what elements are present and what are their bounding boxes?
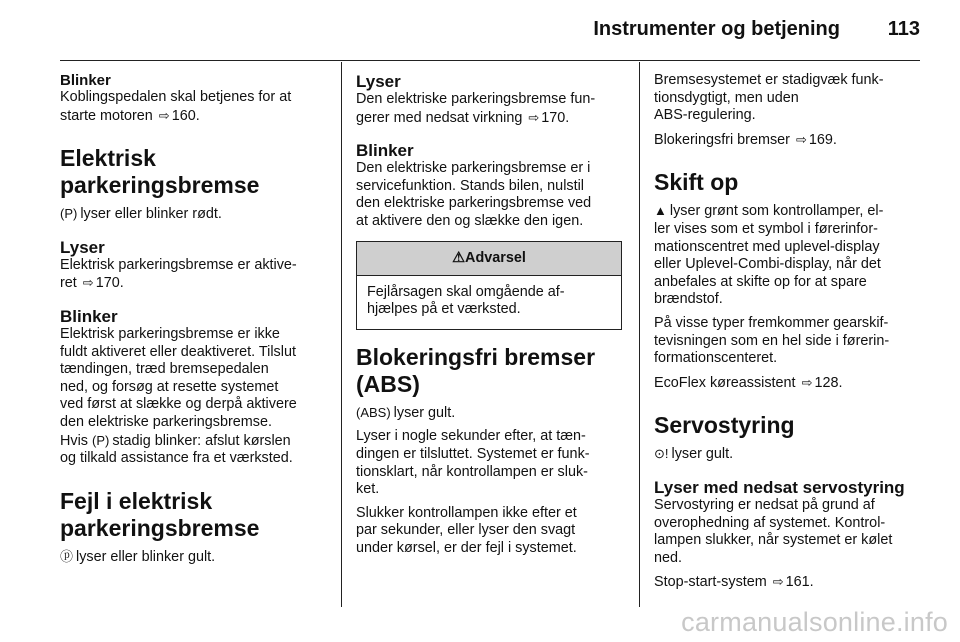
abs-para2-line: under kørsel, er der fejl i systemet. <box>356 539 577 556</box>
elparking-text: (P) lyser eller blinker rødt. <box>60 206 222 223</box>
reference-arrow-icon: ⇨ <box>158 107 170 123</box>
reference-arrow-icon: ⇨ <box>82 275 94 291</box>
shift-heading: Skift op <box>654 169 739 196</box>
blinker2-line: ned, og forsøg at resette systemet <box>60 378 279 395</box>
brake-line: Bremsesystemet er stadigvæk funk- <box>654 72 884 88</box>
blinker2-hvis-line: Hvis (P) stadig blinker: afslut kørslen <box>60 432 291 449</box>
servo-heading: Servostyring <box>654 412 795 439</box>
warning-title: Advarsel <box>465 249 526 266</box>
reference-arrow-icon: ⇨ <box>772 574 784 590</box>
servo-line: lampen slukker, når systemet er kølet <box>654 532 893 549</box>
lyser-heading: Lyser <box>356 72 401 91</box>
blinker-line: Den elektriske parkeringsbremse er i <box>356 160 591 177</box>
shift-para2-line: formationscenteret. <box>654 350 778 367</box>
abs-para1-line: tionsklart, når kontrollampen er sluk- <box>356 463 588 480</box>
page-reference[interactable]: 128. <box>814 374 843 391</box>
blinker-line: at aktivere den og slække den igen. <box>356 212 584 229</box>
shift-line: eller Uplevel-Combi-display, når det <box>654 256 881 273</box>
blinker2-line: den elektriske parkeringsbremse. <box>60 413 272 430</box>
abs-para1-line: Lyser i nogle sekunder efter, at tæn- <box>356 428 586 445</box>
header-title: Instrumenter og betjening <box>593 18 840 40</box>
blinker-text-1: Koblingspedalen skal betjenes for at <box>60 89 292 105</box>
servo-line: Servostyring er nedsat på grund af <box>654 496 875 513</box>
page-number: 113 <box>887 18 920 40</box>
lyser-heading: Lyser <box>60 237 105 257</box>
shift-line: anbefales at skifte op for at spare <box>654 273 867 290</box>
servo-line: overophedning af systemet. Kontrol- <box>654 514 886 531</box>
page-header <box>0 0 960 62</box>
ecoflex-line: EcoFlex køreassistent ⇨ 128. <box>654 374 843 391</box>
shift-line: ler vises som et symbol i førerinfor- <box>654 220 878 237</box>
brake-line: tionsdygtigt, men uden <box>654 89 799 106</box>
parking-brake-icon: (P) <box>60 206 78 222</box>
page-reference[interactable]: 161. <box>785 574 814 591</box>
warning-header <box>357 242 621 276</box>
fejl-text: ⓟ lyser eller blinker gult. <box>60 548 216 565</box>
shift-para2-line: På visse typer fremkommer gearskif- <box>654 314 889 331</box>
servo-sub-heading: Lyser med nedsat servostyring <box>654 477 905 497</box>
header-rule <box>60 60 920 61</box>
parking-brake-icon: (P) <box>91 432 110 448</box>
shift-line: mationscentret med uplevel-display <box>654 238 880 255</box>
abs-reference-line: Blokeringsfri bremser ⇨ 169. <box>654 131 837 148</box>
fejl-heading-2: parkeringsbremse <box>60 514 260 541</box>
column-1 <box>60 72 326 566</box>
abs-heading-1: Blokeringsfri bremser <box>356 343 596 370</box>
column-3 <box>654 72 920 592</box>
abs-text: (ABS) lyser gult. <box>356 404 456 421</box>
abs-icon: (ABS) <box>356 404 391 420</box>
blinker2-line: tændingen, træd bremsepedalen <box>60 361 269 378</box>
page-reference[interactable]: 160. <box>171 107 200 124</box>
reference-arrow-icon: ⇨ <box>795 131 807 147</box>
shift-line: ▲ lyser grønt som kontrollamper, el- <box>654 203 884 220</box>
abs-para1-line: dingen er tilsluttet. Systemet er funk- <box>356 445 590 462</box>
blinker-heading: Blinker <box>60 72 111 89</box>
blinker-line: den elektriske parkeringsbremse ved <box>356 195 592 212</box>
stopstart-line: Stop-start-system ⇨ 161. <box>654 574 814 591</box>
reference-arrow-icon: ⇨ <box>528 109 540 125</box>
shift-para2-line: tevisningen som en hel side i førerin- <box>654 332 890 349</box>
fejl-heading-1: Fejl i elektrisk <box>60 487 213 514</box>
lyser-text-1: Den elektriske parkeringsbremse fun- <box>356 91 596 107</box>
lyser-text-2: ret ⇨ 170. <box>60 275 124 292</box>
blinker2-line: ved først at slække og derpå aktivere <box>60 396 297 413</box>
warning-text-2: hjælpes på et værksted. <box>367 301 521 318</box>
brake-line: ABS-regulering. <box>654 107 756 124</box>
abs-para2-line: Slukker kontrollampen ikke efter et <box>356 504 577 521</box>
blinker2-heading: Blinker <box>60 306 118 326</box>
steering-warning-icon: ⊙! <box>654 446 669 462</box>
elparking-heading-2: parkeringsbremse <box>60 172 260 199</box>
servo-text: ⊙! lyser gult. <box>654 446 734 463</box>
blinker2-line: Elektrisk parkeringsbremse er ikke <box>60 325 280 342</box>
blinker-text-2: starte motoren ⇨ 160. <box>60 107 200 124</box>
lyser-text-2: gerer med nedsat virkning ⇨ 170. <box>356 109 570 126</box>
parking-fault-icon: ⓟ <box>60 548 74 564</box>
column-2 <box>356 72 622 558</box>
abs-para1-line: ket. <box>356 481 380 498</box>
page-reference[interactable]: 170. <box>541 109 570 126</box>
column-divider-1 <box>341 62 342 607</box>
abs-heading-2: (ABS) <box>356 370 420 397</box>
watermark: carmanualsonline.info <box>681 607 948 637</box>
blinker2-line: og tilkald assistance fra et værksted. <box>60 450 293 467</box>
elparking-heading-1: Elektrisk <box>60 145 156 172</box>
warning-text-1: Fejlårsagen skal omgående af- <box>367 283 565 300</box>
blinker-heading: Blinker <box>356 141 414 161</box>
shift-line: brændstof. <box>654 291 723 308</box>
page-reference[interactable]: 169. <box>808 131 837 148</box>
abs-para2-line: par sekunder, eller lyser den svagt <box>356 522 576 539</box>
blinker2-line: fuldt aktiveret eller deaktiveret. Tilslut <box>60 343 296 360</box>
reference-arrow-icon: ⇨ <box>801 374 813 390</box>
shift-up-icon: ▲ <box>654 203 667 219</box>
warning-body <box>357 276 621 329</box>
column-divider-2 <box>639 62 640 607</box>
page-reference[interactable]: 170. <box>95 275 124 292</box>
warning-box <box>356 241 622 330</box>
blinker-line: servicefunktion. Stands bilen, nulstil <box>356 177 584 194</box>
warning-icon: ⚠ <box>452 249 466 266</box>
lyser-text-1: Elektrisk parkeringsbremse er aktive- <box>60 256 297 273</box>
servo-line: ned. <box>654 549 683 566</box>
